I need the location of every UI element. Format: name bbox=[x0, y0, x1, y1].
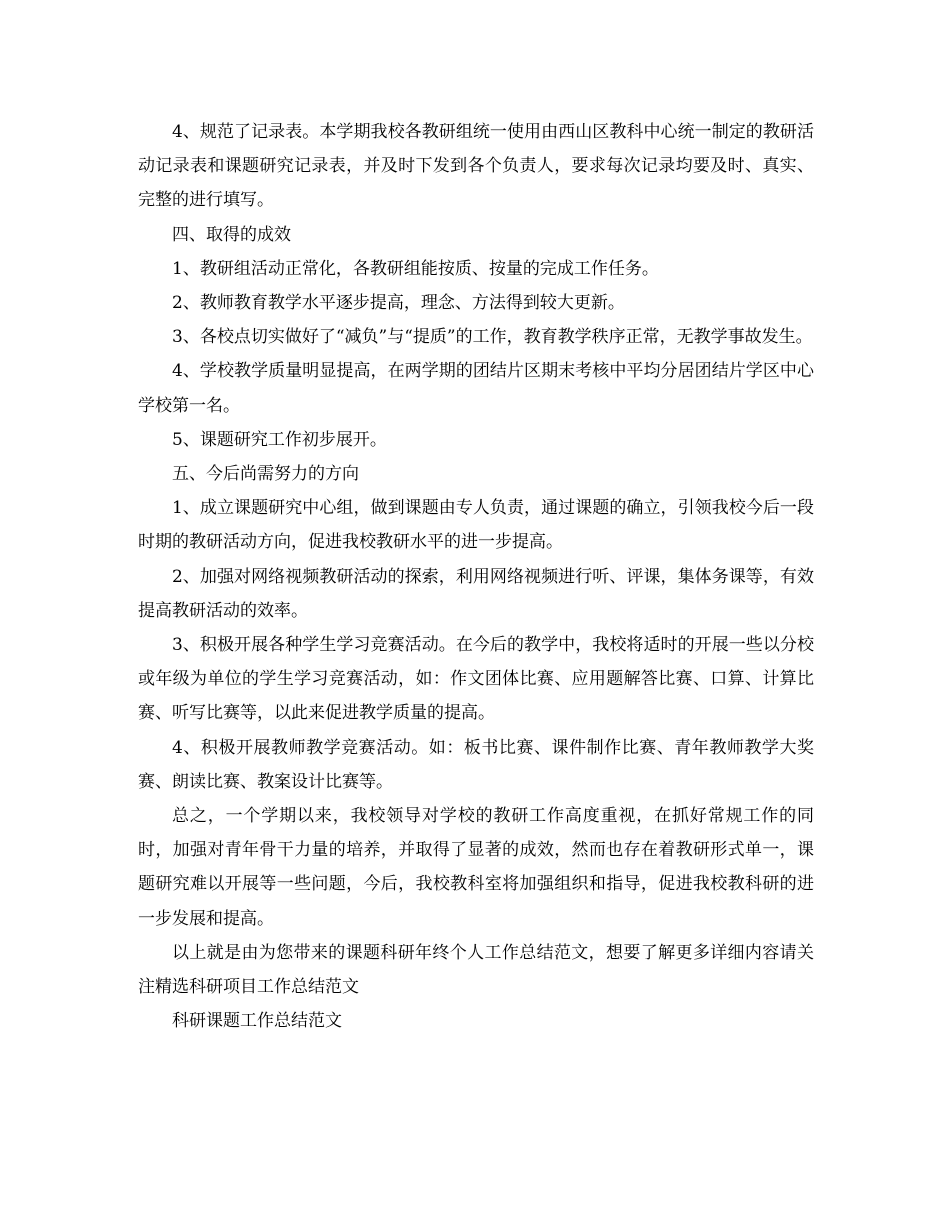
paragraph-achievement-3: 3、各校点切实做好了“减负”与“提质”的工作，教育教学秩序正常，无教学事故发生。 bbox=[172, 327, 813, 348]
document-body bbox=[138, 115, 814, 1038]
paragraph-direction-4: 4、积极开展教师教学竞赛活动。如：板书比赛、课件制作比赛、青年教师教学大奖赛、朗读比赛、教案设计比赛等。 bbox=[138, 737, 814, 792]
paragraph-achievement-5: 5、课题研究工作初步展开。 bbox=[172, 429, 387, 450]
paragraph-direction-1: 1、成立课题研究中心组，做到课题由专人负责，通过课题的确立，引领我校今后一段时期的教研活动方向，促进我校教研水平的进一步提高。 bbox=[138, 498, 814, 553]
paragraph-direction-2: 2、加强对网络视频教研活动的探索，利用网络视频进行听、评课，集体务课等，有效提高教研活动的效率。 bbox=[138, 566, 814, 621]
section-heading-achievements: 四、取得的成效 bbox=[172, 224, 291, 245]
section-heading-future-direction: 五、今后尚需努力的方向 bbox=[172, 464, 359, 485]
paragraph-record-forms: 4、规范了记录表。本学期我校各教研组统一使用由西山区教科中心统一制定的教研活动记录表和课题研究记录表，并及时下发到各个负责人，要求每次记录均要及时、真实、完整的进行填写。 bbox=[138, 122, 814, 211]
paragraph-closing-note: 以上就是由为您带来的课题科研年终个人工作总结范文，想要了解更多详细内容请关注精选科研项目工作总结范文 bbox=[138, 942, 814, 998]
paragraph-conclusion: 总之，一个学期以来，我校领导对学校的教研工作高度重视，在抓好常规工作的同时，加强对青年骨干力量的培养，并取得了显著的成效，然而也存在着教研形式单一，课题研究难以开展等一些问题，今后，我校教科室将加强组织和指导，促进我校教科研的进一步发展和提高。 bbox=[138, 806, 814, 929]
paragraph-achievement-4: 4、学校教学质量明显提高，在两学期的团结片区期末考核中平均分居团结片学区中心学校第一名。 bbox=[138, 361, 814, 416]
next-section-title: 科研课题工作总结范文 bbox=[172, 1011, 342, 1032]
paragraph-direction-3: 3、积极开展各种学生学习竞赛活动。在今后的教学中，我校将适时的开展一些以分校或年级为单位的学生学习竞赛活动，如：作文团体比赛、应用题解答比赛、口算、计算比赛、听写比赛等，以此来促进教学质量的提高。 bbox=[138, 635, 814, 724]
paragraph-achievement-1: 1、教研组活动正常化，各教研组能按质、按量的完成工作任务。 bbox=[172, 258, 659, 279]
paragraph-achievement-2: 2、教师教育教学水平逐步提高，理念、方法得到较大更新。 bbox=[172, 293, 625, 314]
